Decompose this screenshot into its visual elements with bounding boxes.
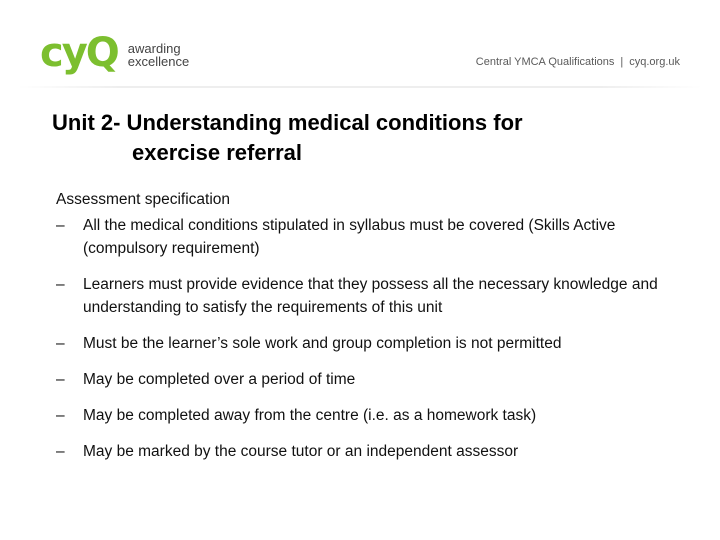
list-item-text: All the medical conditions stipulated in syllabus must be covered (Skills Active (compulsory requirement) [83, 217, 616, 257]
slide-header [0, 0, 720, 90]
list-item [56, 332, 676, 355]
organisation-line [476, 56, 680, 68]
logo-tagline-line2: excellence [127, 54, 190, 69]
dash-icon: – [56, 335, 65, 352]
dash-icon: – [56, 217, 65, 234]
logo-tagline [128, 42, 189, 68]
list-item-text: May be completed over a period of time [83, 371, 356, 388]
list-item [56, 404, 676, 427]
bullet-list [56, 214, 676, 463]
list-item-text: Must be the learner’s sole work and group completion is not permitted [83, 335, 562, 352]
list-item-text: May be completed away from the centre (i.e. as a homework task) [83, 407, 537, 424]
organisation-name: Central YMCA Qualifications [475, 56, 615, 68]
dash-icon: – [56, 443, 65, 460]
title-line-1: Unit 2- Understanding medical conditions for [52, 110, 523, 135]
website-text: cyq.org.uk [629, 56, 680, 68]
cyq-logo [40, 30, 189, 80]
list-item-text: Learners must provide evidence that they possess all the necessary knowledge and understanding to satisfy the requirements of this unit [83, 276, 658, 316]
section-heading: Assessment specification [56, 191, 231, 208]
separator: | [620, 56, 624, 68]
list-item [56, 440, 676, 463]
list-item-text: May be marked by the course tutor or an independent assessor [83, 443, 519, 460]
list-item [56, 214, 676, 260]
header-divider [18, 86, 702, 88]
dash-icon: – [56, 407, 65, 424]
logo-tagline-line1: awarding [127, 41, 181, 56]
slide-title [52, 108, 672, 168]
list-item [56, 273, 676, 319]
title-line-2: exercise referral [132, 140, 303, 165]
slide-body [56, 188, 676, 476]
logo-wordmark: cyQ [40, 30, 118, 76]
dash-icon: – [56, 276, 65, 293]
list-item [56, 368, 676, 391]
dash-icon: – [56, 371, 65, 388]
